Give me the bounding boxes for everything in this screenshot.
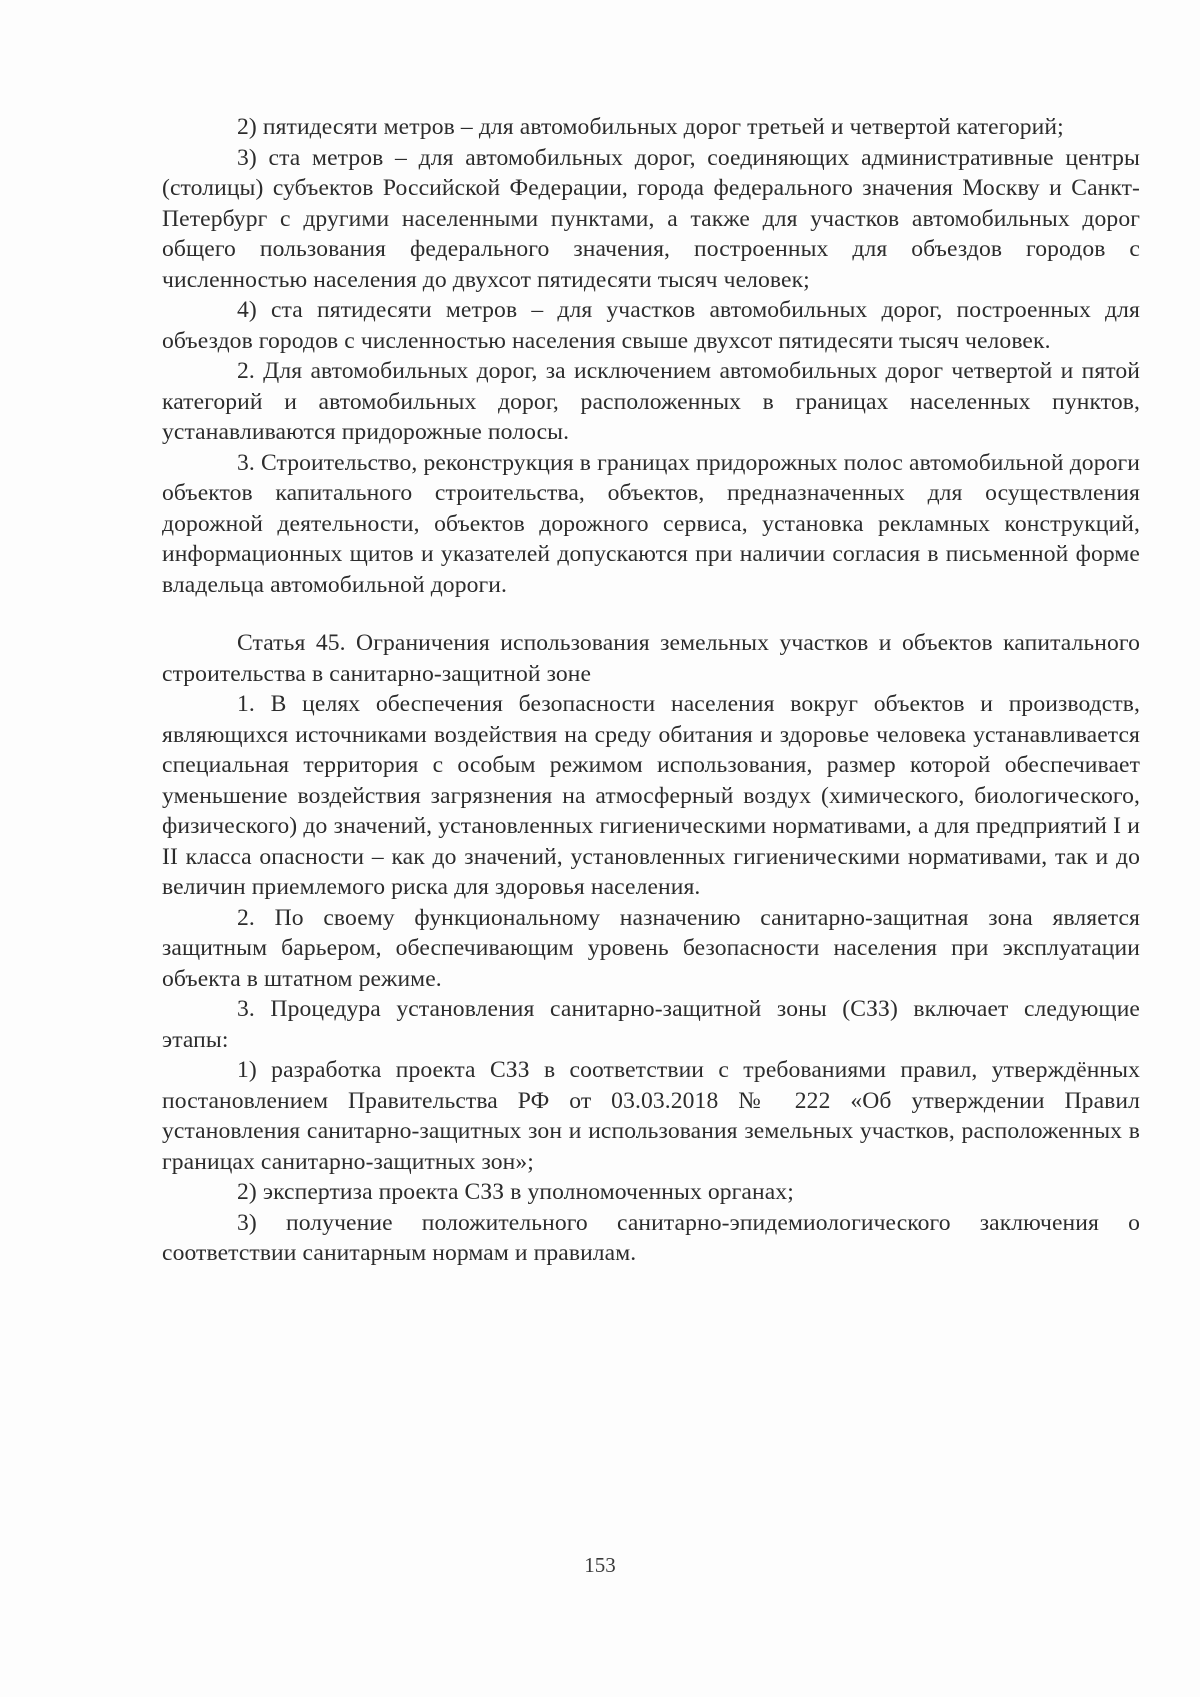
paragraph-roadside-strips: 2. Для автомобильных дорог, за исключением автомобильных дорог четвертой и пятой категорий и автомобильных дорог, расположенных в границах населенных пунктов, устанавливаются придорожные полосы. xyxy=(162,358,1140,445)
paragraph-sanitary-zone-function: 2. По своему функциональному назначению санитарно-защитная зона является защитным барьером, обеспечивающим уровень безопасности населения при эксплуатации объекта в штатном режиме. xyxy=(162,904,1140,992)
list-item-100m: 3) ста метров – для автомобильных дорог, соединяющих административные центры (столицы) субъектов Российской Федерации, города федерального значения Москву и Санкт-Петербург с другими населенными пунктами, а также для участков автомобильных дорог общего пользования федерального значения, построенных для объездов городов с численностью населения до двухсот пятидесяти тысяч человек; xyxy=(162,144,1140,293)
section-gap xyxy=(162,600,1140,628)
list-item-50m: 2) пятидесяти метров – для автомобильных дорог третьей и четвертой категорий; xyxy=(237,114,1064,140)
page-number: 153 xyxy=(584,1553,616,1577)
list-item-expertise: 2) экспертиза проекта СЗЗ в уполномоченных органах; xyxy=(237,1179,794,1205)
list-item-conclusion: 3) получение положительного санитарно-эпидемиологического заключения о соответствии санитарным нормам и правилам. xyxy=(162,1209,1140,1266)
paragraph-procedure-intro: 3. Процедура установления санитарно-защитной зоны (СЗЗ) включает следующие этапы: xyxy=(162,996,1140,1053)
paragraph-construction-consent: 3. Строительство, реконструкция в границах придорожных полос автомобильной дороги объектов капитального строительства, объектов, предназначенных для осуществления дорожной деятельности, объектов дорожного сервиса, установка рекламных конструкций, информационных щитов и указателей допускаются при наличии согласия в письменной форме владельца автомобильной дороги. xyxy=(162,449,1140,598)
document-body xyxy=(162,112,1140,1269)
paragraph-sanitary-zone-purpose: 1. В целях обеспечения безопасности населения вокруг объектов и производств, являющихся источниками воздействия на среду обитания и здоровье человека устанавливается специальная территория с особым режимом использования, размер которой обеспечивает уменьшение воздействия загрязнения на атмосферный воздух (химического, биологического, физического) до значений, установленных гигиеническими нормативами, а для предприятий I и II класса опасности – как до значений, установленных гигиеническими нормативами, так и до величин приемлемого риска для здоровья населения. xyxy=(162,691,1140,900)
list-item-150m: 4) ста пятидесяти метров – для участков автомобильных дорог, построенных для объездов городов с численностью населения свыше двухсот пятидесяти тысяч человек. xyxy=(162,297,1140,354)
list-item-project-development: 1) разработка проекта СЗЗ в соответствии с требованиями правил, утверждённых постановлением Правительства РФ от 03.03.2018 № 222 «Об утверждении Правил установления санитарно-защитных зон и использования земельных участков, расположенных в границах санитарно-защитных зон»; xyxy=(162,1057,1140,1175)
article-heading: Статья 45. Ограничения использования земельных участков и объектов капитального строительства в санитарно-защитной зоне xyxy=(162,630,1140,687)
